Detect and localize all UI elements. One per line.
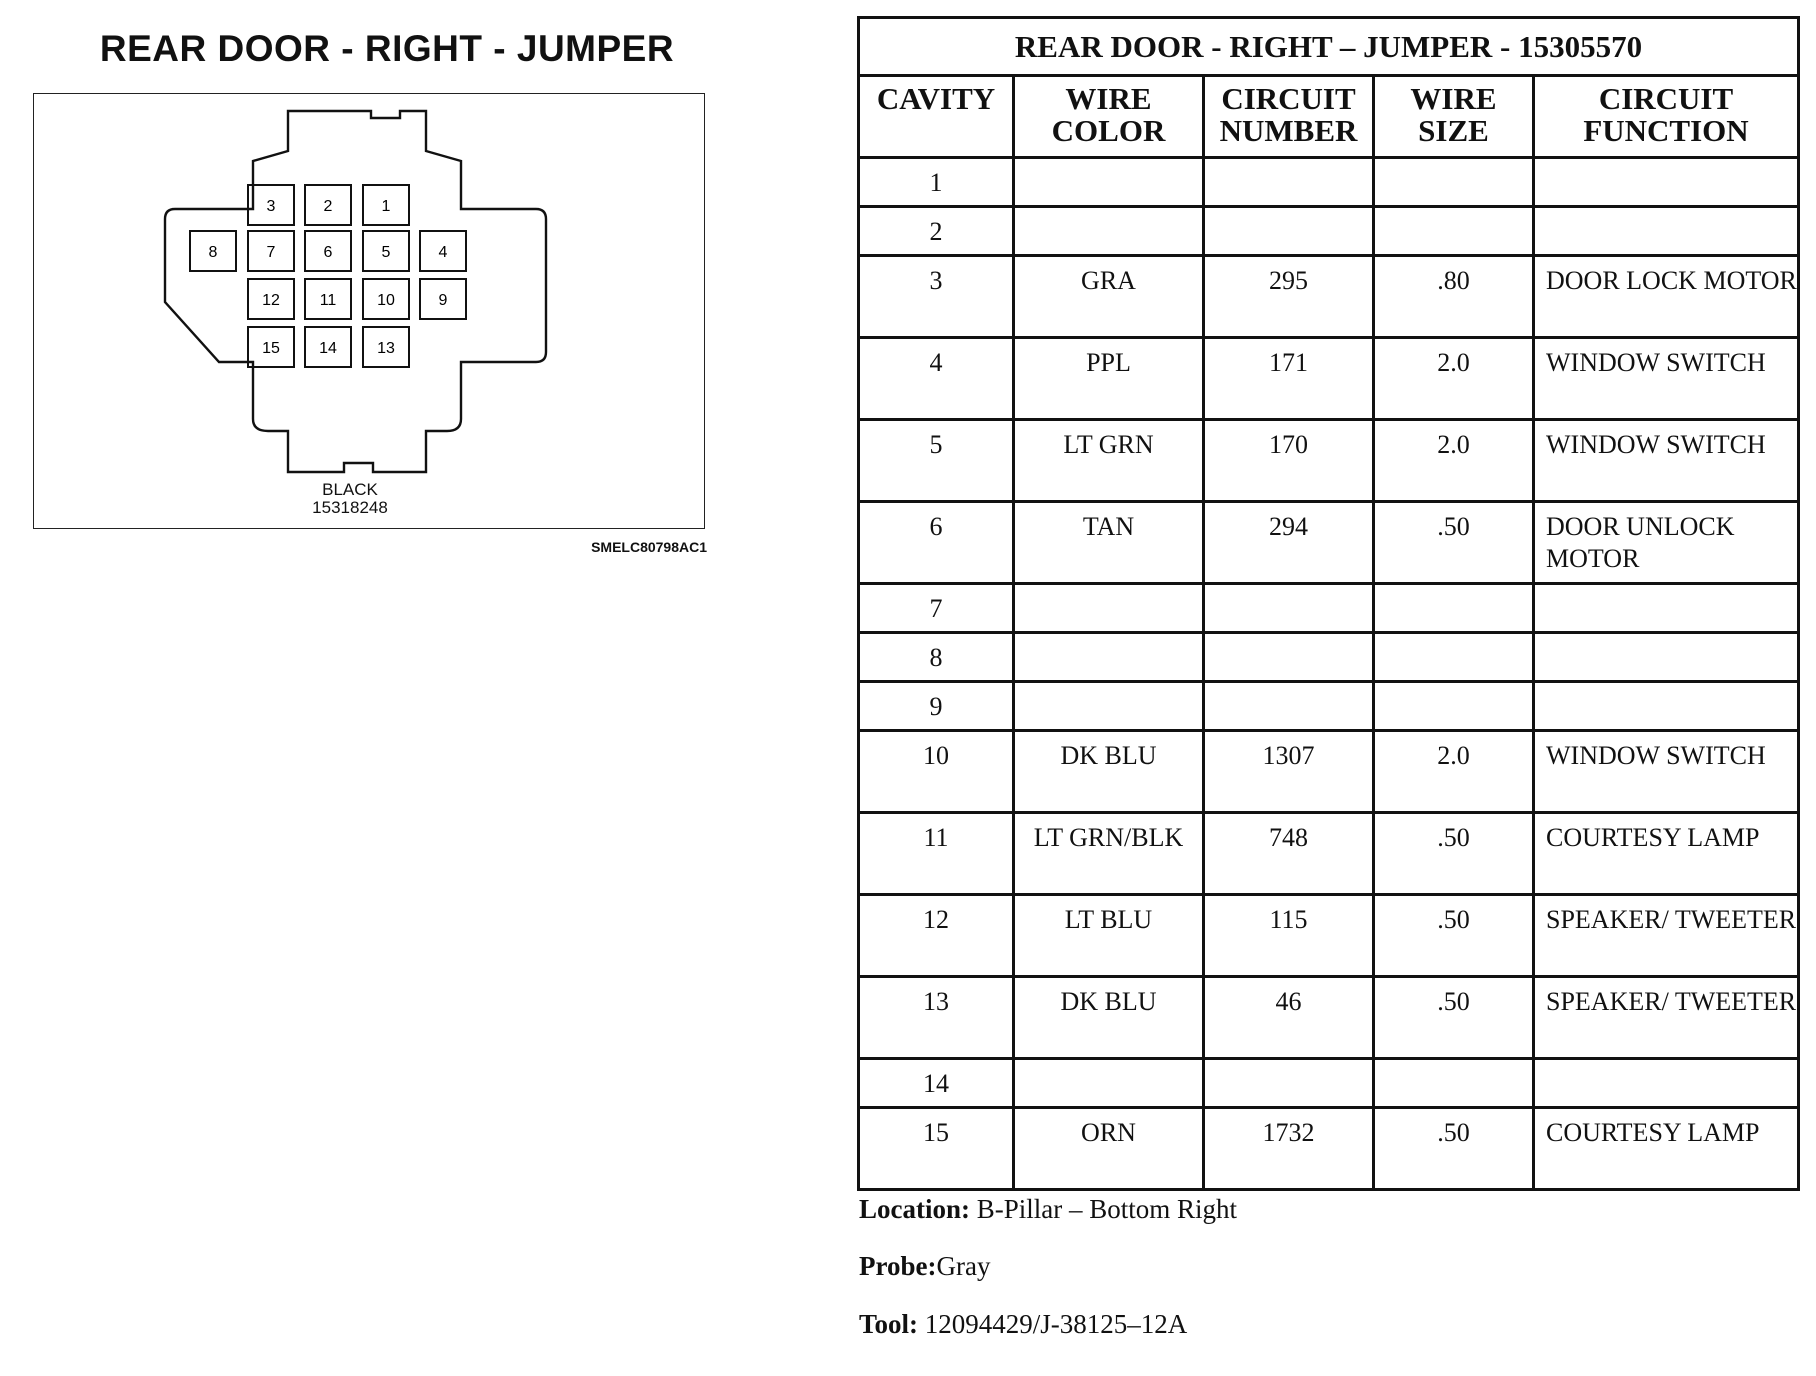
table-row bbox=[859, 584, 1799, 633]
cell-wire-color bbox=[1014, 207, 1204, 256]
cell-wire-color: GRA bbox=[1014, 256, 1204, 338]
connector-diagram bbox=[33, 93, 705, 529]
cell-cavity: 12 bbox=[859, 895, 1014, 977]
cell-circuit-function: WINDOW SWITCH bbox=[1534, 338, 1799, 420]
cell-cavity: 6 bbox=[859, 502, 1014, 584]
cell-circuit-number bbox=[1204, 207, 1374, 256]
cell-wire-color: TAN bbox=[1014, 502, 1204, 584]
cell-circuit-number bbox=[1204, 584, 1374, 633]
cell-cavity: 11 bbox=[859, 813, 1014, 895]
cell-wire-color bbox=[1014, 682, 1204, 731]
diagram-image-code: SMELC80798AC1 bbox=[591, 539, 707, 555]
cell-wire-size bbox=[1374, 207, 1534, 256]
cell-wire-size bbox=[1374, 633, 1534, 682]
cavity-number: 6 bbox=[323, 244, 333, 261]
cavity-layer bbox=[190, 185, 466, 367]
cell-wire-size bbox=[1374, 1059, 1534, 1108]
cell-wire-size bbox=[1374, 158, 1534, 207]
cell-wire-color bbox=[1014, 584, 1204, 633]
cell-circuit-number: 170 bbox=[1204, 420, 1374, 502]
connector-cavity-9 bbox=[420, 279, 466, 319]
tool-value: 12094429/J-38125–12A bbox=[924, 1309, 1188, 1339]
cell-circuit-function bbox=[1534, 1059, 1799, 1108]
cavity-number: 2 bbox=[323, 198, 333, 215]
cell-wire-color: LT GRN/BLK bbox=[1014, 813, 1204, 895]
header-cavity: CAVITY bbox=[859, 76, 1014, 158]
cell-cavity: 14 bbox=[859, 1059, 1014, 1108]
cell-wire-color: DK BLU bbox=[1014, 977, 1204, 1059]
header-wire-size: WIRE SIZE bbox=[1374, 76, 1534, 158]
cell-circuit-function: COURTESY LAMP bbox=[1534, 813, 1799, 895]
connector-housing-outline bbox=[165, 111, 546, 472]
cell-wire-size: 2.0 bbox=[1374, 338, 1534, 420]
tool-note bbox=[859, 1309, 1187, 1340]
cell-cavity: 4 bbox=[859, 338, 1014, 420]
connector-cavity-1 bbox=[363, 185, 409, 225]
cell-wire-size: .50 bbox=[1374, 895, 1534, 977]
cell-cavity: 7 bbox=[859, 584, 1014, 633]
cavity-number: 15 bbox=[262, 340, 280, 357]
cell-wire-size bbox=[1374, 682, 1534, 731]
table-row bbox=[859, 682, 1799, 731]
table-row bbox=[859, 895, 1799, 977]
cell-wire-color: ORN bbox=[1014, 1108, 1204, 1190]
connector-cavity-14 bbox=[305, 327, 351, 367]
cell-circuit-number: 115 bbox=[1204, 895, 1374, 977]
cell-wire-color: LT BLU bbox=[1014, 895, 1204, 977]
cell-wire-color bbox=[1014, 633, 1204, 682]
cell-circuit-number: 1307 bbox=[1204, 731, 1374, 813]
cavity-number: 8 bbox=[208, 244, 218, 261]
header-circuit-function: CIRCUIT FUNCTION bbox=[1534, 76, 1799, 158]
cell-wire-color bbox=[1014, 158, 1204, 207]
cell-circuit-function: WINDOW SWITCH bbox=[1534, 420, 1799, 502]
table-row bbox=[859, 207, 1799, 256]
cavity-number: 3 bbox=[266, 198, 276, 215]
table-row bbox=[859, 731, 1799, 813]
connector-cavity-10 bbox=[363, 279, 409, 319]
connector-cavity-11 bbox=[305, 279, 351, 319]
cell-circuit-function: SPEAKER/ TWEETER bbox=[1534, 895, 1799, 977]
connector-outline-svg bbox=[34, 94, 704, 528]
location-label: Location: bbox=[859, 1194, 970, 1224]
cavity-number: 12 bbox=[262, 292, 280, 309]
cell-circuit-number: 171 bbox=[1204, 338, 1374, 420]
cell-circuit-function: DOOR LOCK MOTOR bbox=[1534, 256, 1799, 338]
tool-label: Tool: bbox=[859, 1309, 919, 1339]
cavity-number: 11 bbox=[319, 292, 337, 309]
cell-cavity: 1 bbox=[859, 158, 1014, 207]
table-row bbox=[859, 977, 1799, 1059]
cell-cavity: 9 bbox=[859, 682, 1014, 731]
cell-cavity: 8 bbox=[859, 633, 1014, 682]
cell-wire-size bbox=[1374, 584, 1534, 633]
cell-circuit-number bbox=[1204, 1059, 1374, 1108]
connector-cavity-13 bbox=[363, 327, 409, 367]
probe-value: Gray bbox=[936, 1251, 991, 1281]
cell-circuit-function: COURTESY LAMP bbox=[1534, 1108, 1799, 1190]
cell-cavity: 10 bbox=[859, 731, 1014, 813]
connector-part-number: 15318248 bbox=[312, 498, 388, 517]
cell-circuit-function bbox=[1534, 207, 1799, 256]
cell-circuit-function: DOOR UNLOCK MOTOR bbox=[1534, 502, 1799, 584]
location-value: B-Pillar – Bottom Right bbox=[976, 1194, 1238, 1224]
cell-wire-size: 2.0 bbox=[1374, 731, 1534, 813]
table-row bbox=[859, 158, 1799, 207]
cell-circuit-number bbox=[1204, 158, 1374, 207]
cell-circuit-number bbox=[1204, 682, 1374, 731]
table-row bbox=[859, 338, 1799, 420]
cell-wire-color: DK BLU bbox=[1014, 731, 1204, 813]
cavity-number: 4 bbox=[438, 244, 448, 261]
cell-circuit-function bbox=[1534, 633, 1799, 682]
connector-color-label: BLACK bbox=[322, 480, 378, 499]
connector-cavity-15 bbox=[248, 327, 294, 367]
cavity-number: 7 bbox=[266, 244, 276, 261]
cell-circuit-number bbox=[1204, 633, 1374, 682]
table-row bbox=[859, 420, 1799, 502]
cell-wire-size: .80 bbox=[1374, 256, 1534, 338]
cell-circuit-number: 46 bbox=[1204, 977, 1374, 1059]
cell-circuit-function bbox=[1534, 682, 1799, 731]
table-title: REAR DOOR - RIGHT – JUMPER - 15305570 bbox=[859, 18, 1799, 76]
connector-cavity-3 bbox=[248, 185, 294, 225]
cell-circuit-function bbox=[1534, 158, 1799, 207]
connector-cavity-4 bbox=[420, 231, 466, 271]
cell-circuit-number: 295 bbox=[1204, 256, 1374, 338]
cavity-number: 5 bbox=[381, 244, 391, 261]
table-row bbox=[859, 633, 1799, 682]
location-note bbox=[859, 1194, 1237, 1225]
cell-wire-size: .50 bbox=[1374, 813, 1534, 895]
cavity-number: 14 bbox=[319, 340, 337, 357]
cavity-number: 9 bbox=[438, 292, 448, 309]
probe-note bbox=[859, 1251, 990, 1282]
connector-cavity-7 bbox=[248, 231, 294, 271]
connector-cavity-2 bbox=[305, 185, 351, 225]
cavity-number: 10 bbox=[377, 292, 395, 309]
cell-circuit-number: 294 bbox=[1204, 502, 1374, 584]
connector-cavity-8 bbox=[190, 231, 236, 271]
connector-cavity-12 bbox=[248, 279, 294, 319]
cell-wire-color: PPL bbox=[1014, 338, 1204, 420]
cell-cavity: 2 bbox=[859, 207, 1014, 256]
cell-wire-size: .50 bbox=[1374, 977, 1534, 1059]
cell-wire-size: .50 bbox=[1374, 502, 1534, 584]
cell-cavity: 15 bbox=[859, 1108, 1014, 1190]
table-row bbox=[859, 1108, 1799, 1190]
header-wire-color: WIRE COLOR bbox=[1014, 76, 1204, 158]
cell-cavity: 13 bbox=[859, 977, 1014, 1059]
table-row bbox=[859, 502, 1799, 584]
header-circuit-number: CIRCUIT NUMBER bbox=[1204, 76, 1374, 158]
connector-cavity-6 bbox=[305, 231, 351, 271]
cell-circuit-function: WINDOW SWITCH bbox=[1534, 731, 1799, 813]
cavity-number: 1 bbox=[381, 198, 391, 215]
cell-cavity: 3 bbox=[859, 256, 1014, 338]
pinout-table bbox=[857, 16, 1800, 1191]
cell-wire-size: .50 bbox=[1374, 1108, 1534, 1190]
cell-circuit-number: 1732 bbox=[1204, 1108, 1374, 1190]
diagram-title: REAR DOOR - RIGHT - JUMPER bbox=[99, 28, 675, 69]
cell-cavity: 5 bbox=[859, 420, 1014, 502]
cell-wire-size: 2.0 bbox=[1374, 420, 1534, 502]
cell-circuit-number: 748 bbox=[1204, 813, 1374, 895]
connector-cavity-5 bbox=[363, 231, 409, 271]
cell-wire-color: LT GRN bbox=[1014, 420, 1204, 502]
table-row bbox=[859, 256, 1799, 338]
cell-wire-color bbox=[1014, 1059, 1204, 1108]
cell-circuit-function: SPEAKER/ TWEETER bbox=[1534, 977, 1799, 1059]
cell-circuit-function bbox=[1534, 584, 1799, 633]
probe-label: Probe: bbox=[859, 1251, 937, 1281]
pinout-rows bbox=[859, 158, 1799, 1190]
table-row bbox=[859, 1059, 1799, 1108]
cavity-number: 13 bbox=[377, 340, 395, 357]
table-row bbox=[859, 813, 1799, 895]
